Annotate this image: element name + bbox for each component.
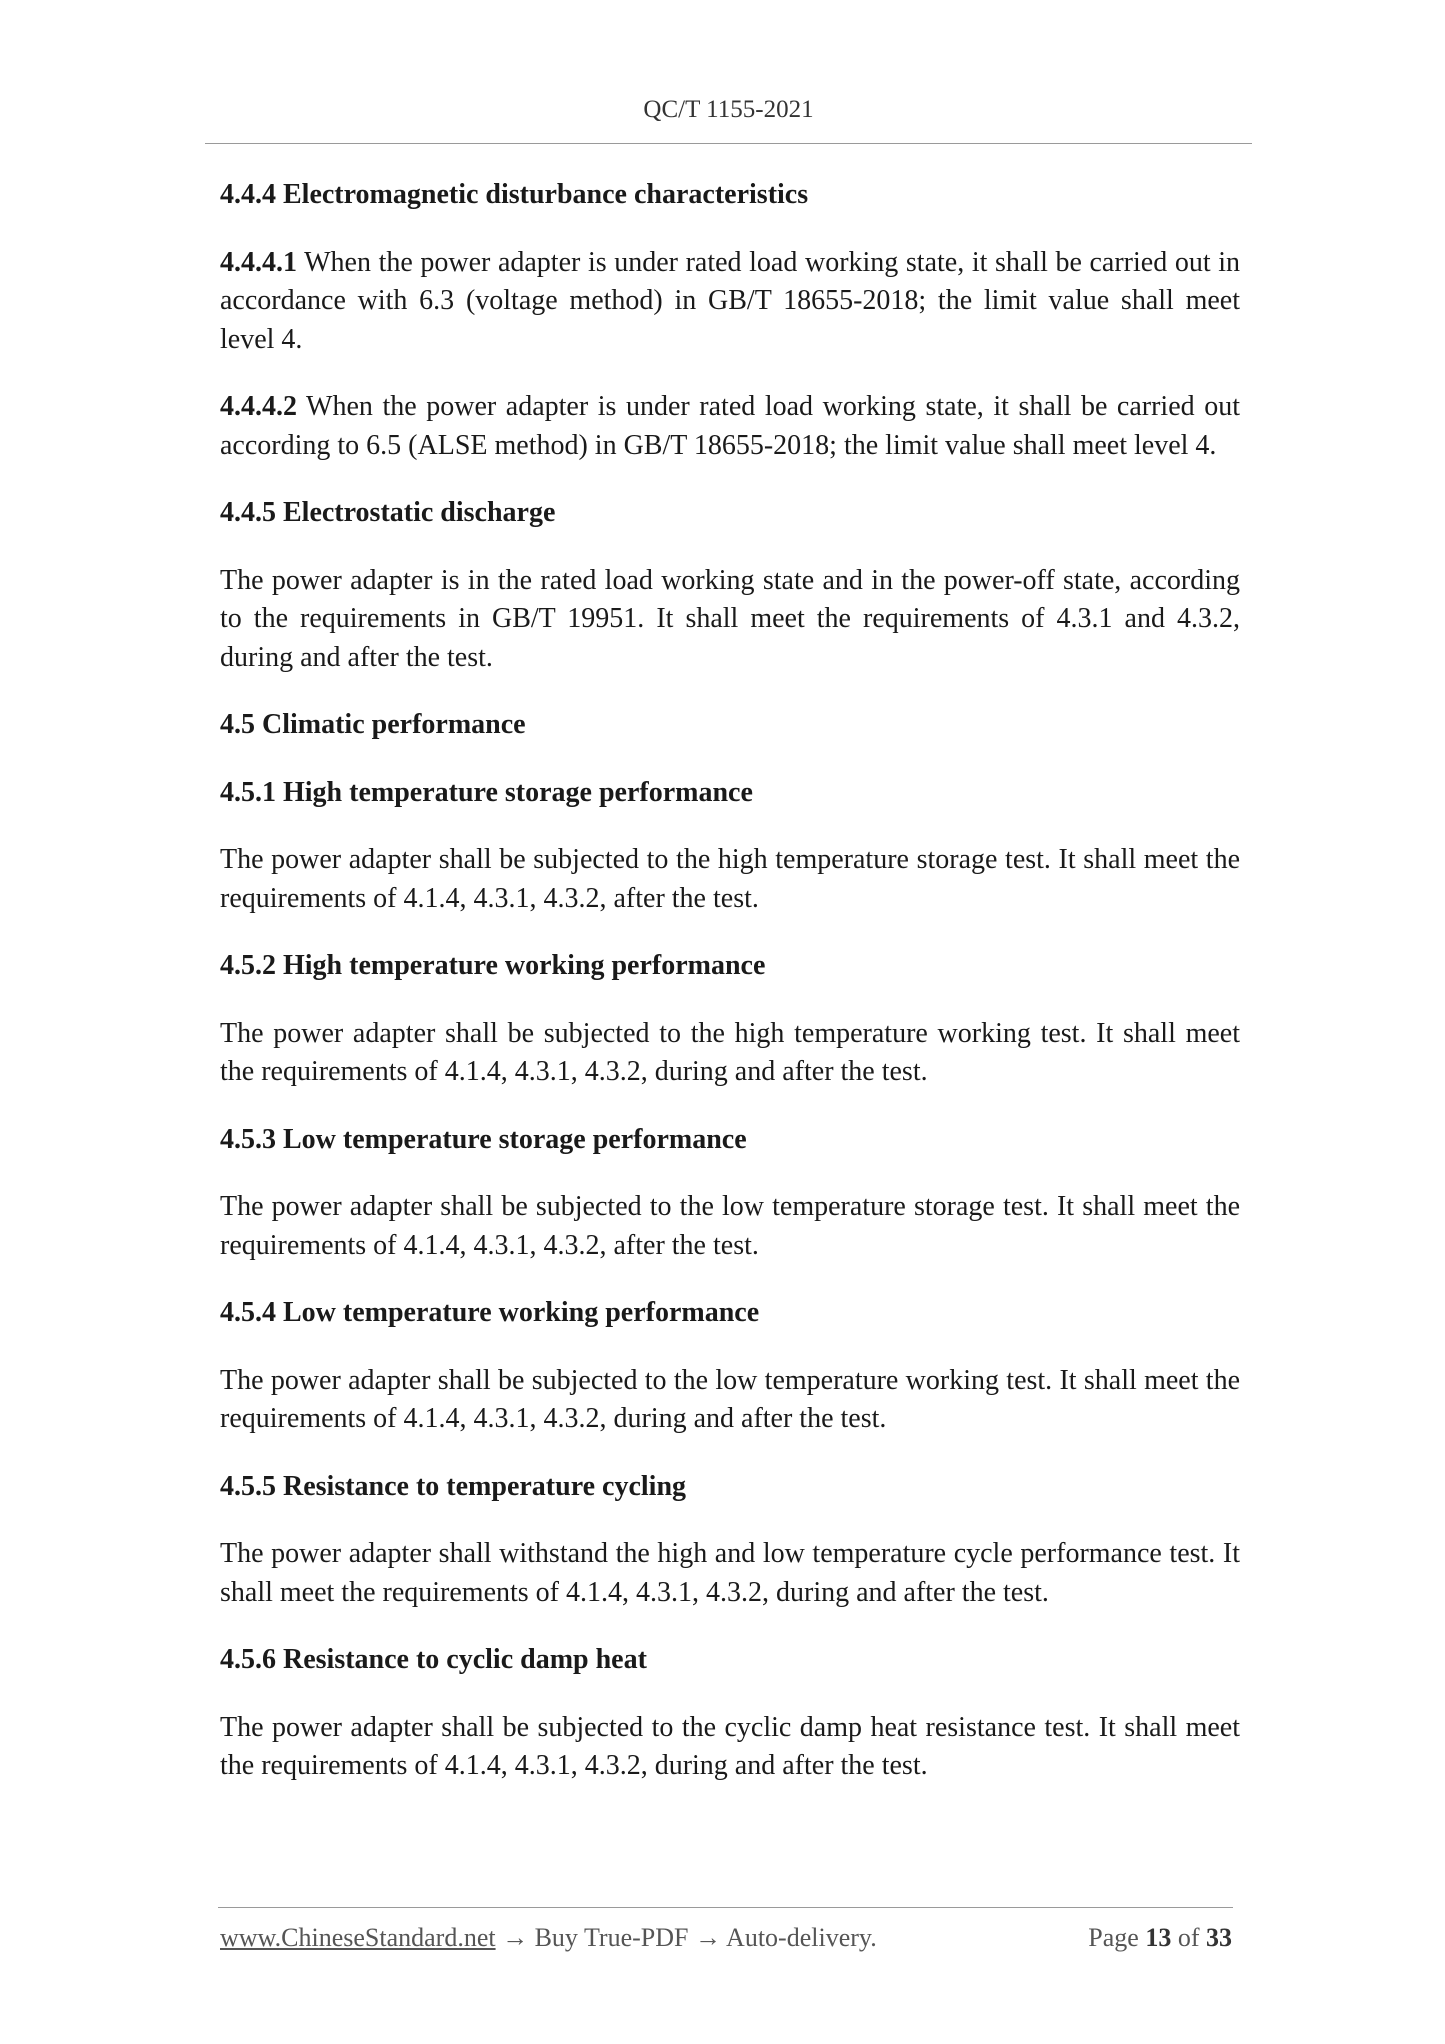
heading-4-4-5: 4.4.5 Electrostatic discharge xyxy=(220,497,556,528)
heading-4-5: 4.5 Climatic performance xyxy=(220,709,526,740)
paragraph-4-5-2: The power adapter shall be subjected to the high temperature working test. It shall meet the requirements of 4.1.4, 4.3.1, 4.3.2, during and after the test. xyxy=(220,1017,1240,1087)
paragraph-4-4-4-2 xyxy=(220,388,1240,465)
heading-4-4-4: 4.4.4 Electromagnetic disturbance characteristics xyxy=(220,179,809,210)
heading-4-5-5: 4.5.5 Resistance to temperature cycling xyxy=(220,1470,687,1502)
website-link[interactable]: www.ChineseStandard.net xyxy=(220,1923,496,1952)
clause-number: 4.4.4.2 xyxy=(220,391,297,422)
heading-4-5-2: 4.5.2 High temperature working performance xyxy=(220,950,766,981)
paragraph-4-5-4: The power adapter shall be subjected to the low temperature working test. It shall meet the requirements of 4.1.4, 4.3.1, 4.3.2, during and after the test. xyxy=(220,1364,1240,1434)
total-pages: 33 xyxy=(1206,1923,1232,1952)
heading-4-5-6: 4.5.6 Resistance to cyclic damp heat xyxy=(220,1644,647,1675)
paragraph-text: When the power adapter is under rated load working state, it shall be carried out according to 6.5 (ALSE method) in GB/T 18655-2018; the limit value shall meet level 4. xyxy=(220,391,1240,461)
current-page: 13 xyxy=(1145,1923,1172,1952)
paragraph-4-4-5: The power adapter is in the rated load working state and in the power-off state, according to the requirements in GB/T 19951. It shall meet the requirements of 4.3.1 and 4.3.2, during and after the test. xyxy=(220,564,1240,673)
heading-4-5-1: 4.5.1 High temperature storage performance xyxy=(220,776,753,808)
paragraph-4-5-1: The power adapter shall be subjected to the high temperature storage test. It shall meet the requirements of 4.1.4, 4.3.1, 4.3.2, after the test. xyxy=(220,844,1240,914)
paragraph-4-5-3: The power adapter shall be subjected to the low temperature storage test. It shall meet the requirements of 4.1.4, 4.3.1, 4.3.2, after the test. xyxy=(220,1191,1240,1261)
heading-4-5-4: 4.5.4 Low temperature working performance xyxy=(220,1297,760,1328)
document-header: QC/T 1155-2021 xyxy=(643,96,814,123)
promo-text: → Buy True-PDF → Auto-delivery. xyxy=(495,1923,877,1952)
page-label: Page xyxy=(1088,1923,1139,1952)
footer-promo xyxy=(220,1923,877,1953)
paragraph-4-5-6: The power adapter shall be subjected to the cyclic damp heat resistance test. It shall meet the requirements of 4.1.4, 4.3.1, 4.3.2, during and after the test. xyxy=(220,1711,1240,1781)
paragraph-text: When the power adapter is under rated load working state, it shall be carried out in accordance with 6.3 (voltage method) in GB/T 18655-2018; the limit value shall meet level 4. xyxy=(220,246,1240,355)
paragraph-4-4-4-1 xyxy=(220,244,1240,360)
heading-4-5-3: 4.5.3 Low temperature storage performance xyxy=(220,1123,747,1155)
paragraph-4-5-5: The power adapter shall withstand the high and low temperature cycle performance test. It shall meet the requirements of 4.1.4, 4.3.1, 4.3.2, during and after the test. xyxy=(220,1538,1240,1608)
page-number xyxy=(1088,1923,1232,1953)
clause-number: 4.4.4.1 xyxy=(220,246,297,278)
header-divider xyxy=(205,143,1252,144)
footer-divider xyxy=(218,1907,1233,1908)
of-label: of xyxy=(1177,1923,1200,1952)
document-body xyxy=(220,176,1240,1815)
